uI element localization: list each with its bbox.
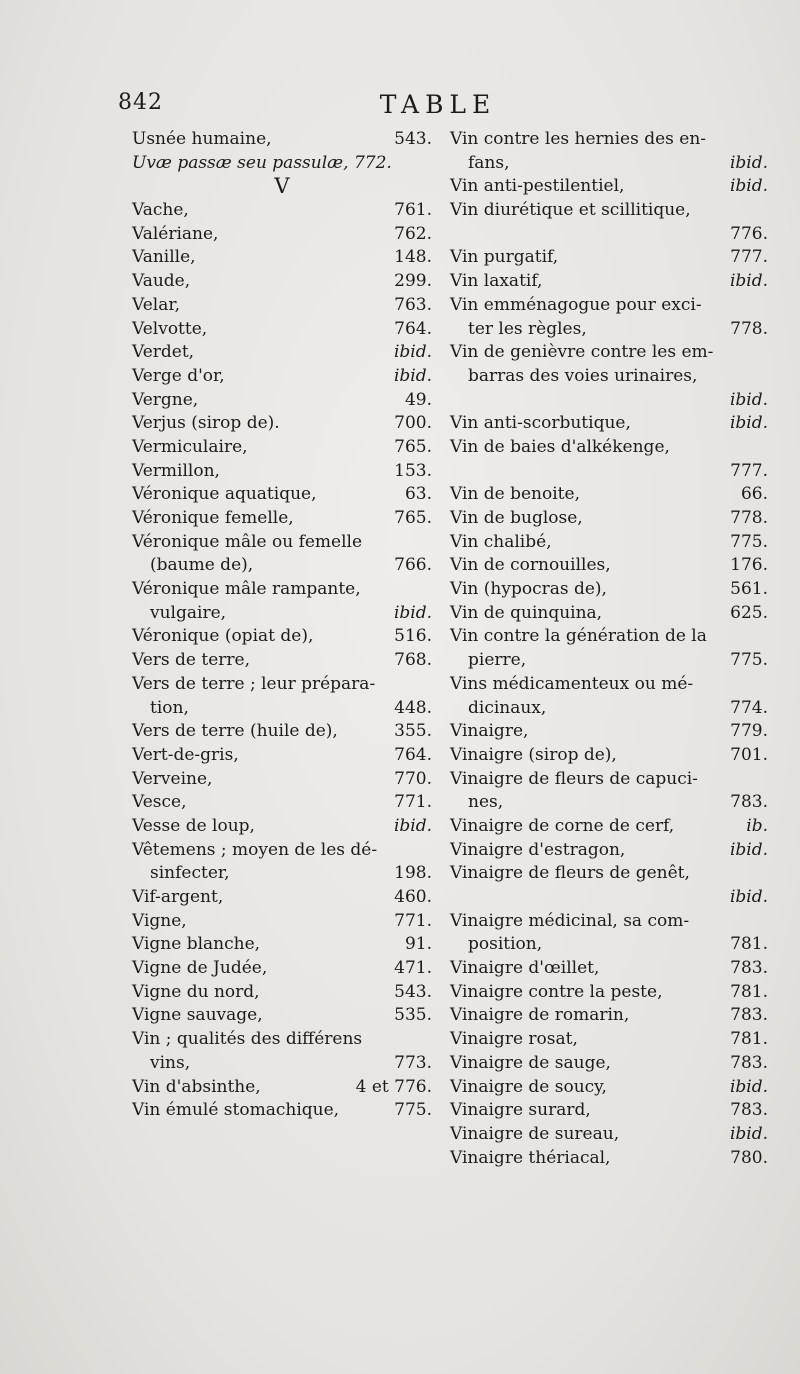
entry-term: Vinaigre contre la peste, [450,981,663,1002]
entry-term: (baume de), [150,555,254,576]
entry-term: Vesse de loup, [132,815,255,836]
entry-term: Vin purgatif, [450,247,559,268]
entry-term: Vinaigre (sirop de), [450,744,617,765]
index-entry [450,175,768,197]
entry-term: ter les règles, [468,318,587,339]
index-entry [450,625,768,647]
index-entry [132,649,432,671]
index-entry [450,483,768,505]
index-entry [450,436,768,458]
entry-page-ref: 777. [730,247,768,268]
entry-term: dicinaux, [468,697,547,718]
entry-term: Vin d'absinthe, [132,1076,261,1097]
index-column-left [132,128,432,1123]
entry-page-ref: ibid. [393,342,432,363]
entry-page-ref: 460. [394,887,432,907]
entry-term: Vin de buglose, [450,508,583,528]
index-entry [132,246,432,268]
index-entry [132,436,432,458]
entry-term: Vesce, [132,792,187,813]
index-entry [450,862,768,884]
index-entry [132,957,432,979]
entry-term: Vin de quinquina, [450,602,603,623]
entry-term: Vinaigre, [450,721,529,742]
index-entry [450,1052,768,1074]
entry-term: Vers de terre ; leur prépara- [132,673,376,694]
entry-page-ref: ibid. [729,152,768,173]
running-title: TABLE [379,90,497,119]
entry-page-ref: ibid. [729,1076,768,1097]
entry-term: Velvotte, [132,318,208,339]
entry-term: Vin emménagogue pour exci- [450,294,702,315]
index-entry [450,673,768,695]
entry-page-ref: 516. [394,626,432,647]
index-entry [450,365,768,387]
entry-term: Vins médicamenteux ou mé- [450,673,694,694]
index-entry [132,412,432,434]
entry-term: Vinaigre d'œillet, [450,958,600,979]
entry-page-ref: 764. [394,744,432,765]
entry-page-ref: 448. [394,697,432,718]
entry-page-ref: 355. [394,721,432,742]
index-entry [132,318,432,340]
entry-term: Vinaigre rosat, [450,1029,578,1050]
entry-term: Verge d'or, [132,365,225,386]
entry-term: Vin anti-scorbutique, [450,413,631,434]
index-entry [450,1076,768,1098]
index-entry [132,1028,432,1050]
entry-page-ref: 783. [730,1100,768,1121]
entry-term: Véronique (opiat de), [132,626,314,647]
index-entry [132,839,432,861]
index-entry [450,910,768,932]
index-entry [450,815,768,837]
entry-page-ref: 471. [394,958,432,979]
entry-page-ref: 783. [730,1005,768,1026]
entry-term: Verveine, [132,768,213,789]
index-entry [132,625,432,647]
entry-page-ref: 783. [730,958,768,979]
index-entry [450,318,768,340]
entry-page-ref: 775. [730,650,768,671]
index-entry [132,744,432,766]
entry-term: Vinaigre de sauge, [450,1052,611,1073]
entry-page-ref: 771. [394,792,432,813]
page-header [118,90,758,124]
entry-page-ref: 779. [730,721,768,742]
entry-term: Vinaigre de sureau, [450,1123,620,1144]
entry-page-ref: 625. [730,602,768,623]
entry-page-ref: ibid. [729,887,768,907]
index-entry [450,886,768,908]
entry-page-ref: 771. [394,910,432,931]
entry-page-ref: 781. [730,1029,768,1050]
entry-page-ref: 781. [730,981,768,1002]
index-entry [450,720,768,742]
index-entry [132,223,432,245]
index-entry [132,578,432,600]
entry-term: Vêtemens ; moyen de les dé- [132,839,378,860]
entry-page-ref: ibid. [393,365,432,386]
entry-page-ref: 783. [730,792,768,813]
index-entry [132,1004,432,1026]
index-entry [132,152,432,174]
index-entry [450,199,768,221]
index-entry [132,341,432,363]
index-entry [450,1147,768,1169]
entry-page-ref: 543. [394,981,432,1002]
index-entry [450,839,768,861]
entry-term: Verdet, [132,342,195,363]
entry-term: Vin de genièvre contre les em- [450,342,714,363]
entry-page-ref: 768. [394,650,432,671]
entry-term: Vif-argent, [132,887,224,907]
entry-term: Vanille, [132,247,196,268]
index-entry [450,981,768,1003]
entry-term: position, [468,934,543,955]
index-entry [450,744,768,766]
entry-term: Vin contre les hernies des en- [450,129,707,149]
entry-term: Vers de terre, [132,650,250,671]
entry-page-ref: 781. [730,934,768,955]
index-entry [450,389,768,411]
entry-term: Vin laxatif, [450,271,543,292]
entry-term: Vigne, [132,910,187,931]
index-entry [450,412,768,434]
entry-term: Vin de benoite, [450,484,580,505]
entry-page-ref: 780. [730,1147,768,1168]
index-entry [132,507,432,529]
index-entry [450,507,768,529]
index-entry [132,554,432,576]
entry-page-ref: 773. [394,1052,432,1073]
entry-page-ref: ibid. [393,602,432,623]
entry-page-ref: 766. [394,555,432,576]
index-entry [132,720,432,742]
entry-term: Vinaigre de fleurs de genêt, [450,863,690,884]
entry-term: Vinaigre thériacal, [450,1147,611,1168]
index-entry [450,1028,768,1050]
index-entry [132,365,432,387]
entry-term: Vin ; qualités des différens [132,1029,363,1050]
entry-term: Vin émulé stomachique, [132,1100,340,1121]
entry-term: Vin contre la génération de la [450,626,707,647]
entry-term: Usnée humaine, [132,129,272,149]
index-entry [450,649,768,671]
entry-term: Vin anti-pestilentiel, [450,176,625,197]
index-entry [132,981,432,1003]
index-entry [132,602,432,624]
entry-term: Vin de baies d'alkékenge, [450,436,670,457]
entry-page-ref: 765. [394,508,432,528]
index-entry [132,199,432,221]
index-entry [132,1076,432,1098]
entry-page-ref: 701. [730,744,768,765]
entry-term: Véronique mâle ou femelle [132,531,363,552]
entry-page-ref: 783. [730,1052,768,1073]
index-entry [132,483,432,505]
index-entry [450,223,768,245]
entry-page-ref: 764. [394,318,432,339]
entry-term: Vinaigre de fleurs de capuci- [450,768,698,789]
entry-page-ref: ibid. [729,176,768,197]
index-entry [450,152,768,174]
entry-term: Vin chalibé, [450,531,552,552]
entry-term: nes, [468,792,504,813]
section-letter [132,175,432,197]
entry-term: tion, [150,697,189,718]
index-entry [450,697,768,719]
index-entry [450,1004,768,1026]
entry-page-ref: 148. [394,247,432,268]
entry-page-ref: 535. [394,1005,432,1026]
entry-page-ref: 561. [730,579,768,600]
entry-page-ref: 763. [394,294,432,315]
index-entry [450,246,768,268]
entry-page-ref: 765. [394,436,432,457]
entry-page-ref: 774. [730,697,768,718]
entry-page-ref: 198. [394,863,432,884]
entry-term: sinfecter, [150,863,230,884]
index-entry [450,933,768,955]
entry-page-ref: 761. [394,200,432,221]
entry-page-ref: 543. [394,129,432,149]
page-number: 842 [118,90,163,115]
entry-page-ref: 49. [404,389,432,410]
index-entry [450,957,768,979]
entry-term: Uvæ passæ seu passulæ, 772. [132,152,392,173]
entry-term: Véronique femelle, [132,508,294,528]
index-entry [132,270,432,292]
entry-term: vulgaire, [150,602,227,623]
index-entry [450,341,768,363]
index-entry [132,673,432,695]
index-entry [132,815,432,837]
entry-term: Vinaigre médicinal, sa com- [450,910,690,931]
entry-page-ref: 778. [730,508,768,528]
entry-term: Vigne blanche, [132,934,261,955]
entry-term: Vigne du nord, [132,981,260,1002]
entry-page-ref: ibid. [729,389,768,410]
entry-term: barras des voies urinaires, [468,365,698,386]
index-entry [450,128,768,150]
index-entry [450,578,768,600]
entry-page-ref: 4 et 776. [355,1076,432,1097]
index-entry [132,460,432,482]
entry-page-ref: 91. [404,934,432,955]
entry-term: Vinaigre surard, [450,1100,591,1121]
entry-term: Vergne, [132,389,199,410]
entry-page-ref: 777. [730,460,768,481]
entry-page-ref: ibid. [729,1123,768,1144]
index-entry [132,933,432,955]
entry-term: Vinaigre de corne de cerf, [450,815,675,836]
entry-page-ref: 775. [394,1100,432,1121]
entry-term: Vinaigre de soucy, [450,1076,607,1097]
index-entry [132,1052,432,1074]
entry-page-ref: 63. [404,484,432,505]
entry-term: Vinaigre de romarin, [450,1005,630,1026]
entry-term: Vermillon, [132,460,220,481]
entry-term: fans, [468,152,510,173]
index-column-right [450,128,768,1170]
index-entry [132,886,432,908]
entry-term: Velar, [132,294,181,315]
index-entry [132,531,432,553]
entry-term: Vigne sauvage, [132,1005,263,1026]
index-entry [132,910,432,932]
entry-page-ref: ibid. [729,413,768,434]
entry-page-ref: 770. [394,768,432,789]
entry-page-ref: ibid. [729,271,768,292]
index-entry [450,602,768,624]
entry-term: Vermiculaire, [132,436,248,457]
entry-term: Vin de cornouilles, [450,555,611,576]
entry-term: Vert-de-gris, [132,744,239,765]
entry-term: pierre, [468,650,527,671]
index-entry [450,791,768,813]
entry-page-ref: 153. [394,460,432,481]
entry-page-ref: 176. [730,555,768,576]
entry-page-ref: ibid. [729,839,768,860]
entry-term: Vinaigre d'estragon, [450,839,626,860]
entry-term: Vin (hypocras de), [450,579,607,600]
index-entry [450,270,768,292]
index-entry [450,294,768,316]
entry-term: Verjus (sirop de). [132,413,280,434]
entry-term: Vache, [132,200,189,221]
entry-page-ref: ib. [746,815,768,836]
index-entry [132,862,432,884]
entry-page-ref: 299. [394,271,432,292]
entry-page-ref: ibid. [393,815,432,836]
index-entry [132,128,432,150]
entry-term: Véronique aquatique, [132,484,317,505]
entry-term: vins, [150,1052,191,1073]
index-entry [450,768,768,790]
entry-term: Valériane, [132,223,219,244]
entry-page-ref: 66. [740,484,768,505]
index-entry [132,791,432,813]
entry-term: Vin diurétique et scillitique, [450,200,691,221]
index-entry [450,1099,768,1121]
index-entry [132,1099,432,1121]
index-entry [132,697,432,719]
index-entry [132,294,432,316]
index-entry [132,389,432,411]
entry-page-ref: 700. [394,413,432,434]
entry-page-ref: 778. [730,318,768,339]
entry-page-ref: 776. [730,223,768,244]
entry-term: Véronique mâle rampante, [132,579,361,600]
entry-page-ref: 775. [730,531,768,552]
entry-term: V [274,174,290,199]
entry-page-ref: 762. [394,223,432,244]
entry-term: Vers de terre (huile de), [132,721,338,742]
index-entry [450,554,768,576]
index-entry [450,460,768,482]
index-entry [132,768,432,790]
entry-term: Vigne de Judée, [132,958,268,979]
entry-term: Vaude, [132,271,191,292]
index-entry [450,1123,768,1145]
index-entry [450,531,768,553]
